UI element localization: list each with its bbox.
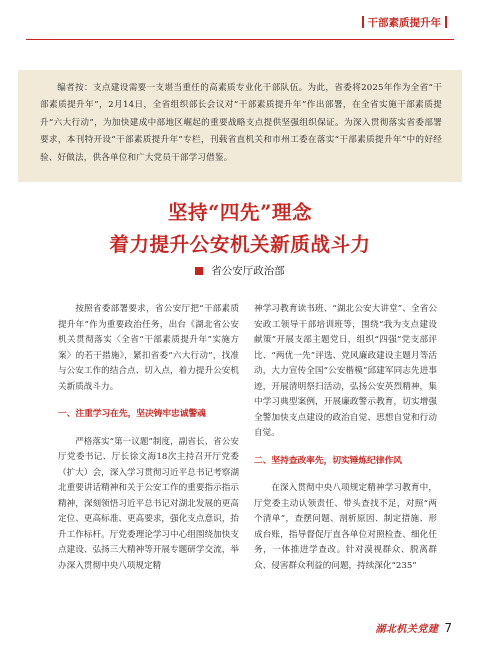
article-title-line2: 着力提升公安机关新质战斗力: [109, 233, 371, 256]
intro-paragraph: 按照省委部署要求，省公安厅把“干部素质提升年”作为重要政治任务，出台《湖北省公安机关贯彻落实〈全省“干部素质提升年”实施方案〉的若干措施》，紧扣省委“六大行动”，找准与公安工作的结合点、切入点，着力提升公安机关新质战斗力。: [58, 304, 239, 392]
editor-note-box: [18, 70, 462, 182]
header-rule: [26, 39, 454, 40]
body-column-right: [254, 302, 437, 574]
section-heading-1: 一、注重学习在先，坚决铸牢忠诚警魂: [58, 409, 206, 419]
byline: [0, 263, 480, 278]
section-tag: [362, 13, 448, 31]
magazine-logo: 湖北机关党建: [375, 624, 439, 635]
body-column-left: [58, 302, 239, 574]
section-heading-2: 二、坚持查改率先，切实锤炼纪律作风: [254, 455, 402, 466]
tag-bar-right: [445, 16, 447, 28]
page-footer: [375, 620, 452, 635]
square-bullet-icon: [195, 267, 203, 275]
section-2-paragraph: 在深入贯彻中央八项规定精神学习教育中，厅党委主动认领责任、带头查找不足，对照“两个清单”，查摆问题、剖析原因、制定措施、形成台账，指导督促厅直各单位对照检查、细化任务，一体推进学查改。针对漠视群众、脱离群众、侵害群众利益的问题，持续深化“235”: [254, 483, 437, 571]
article-title-line1: 坚持“四先”理念: [167, 201, 313, 224]
article-title: [0, 198, 480, 260]
page-number: 7: [444, 620, 452, 635]
section-1-paragraph-continued: 神学习教育读书班、“湖北公安大讲堂”、全省公安政工领导干部培训班等，围绕“我为支点建设献策”开展支部主题党日，组织“四强”党支部评比、“两优一先”评选、党风廉政建设主题月等活动，大力宣传全国“公安楷模”邱建军同志先进事迹，开展清明祭扫活动，弘扬公安英烈精神，集中学习典型案例，开展廉政警示教育，切实增强全警加快支点建设的政治自觉、思想自觉和行动自觉。: [254, 304, 437, 438]
section-1-paragraph: 严格落实“第一议题”制度，副省长、省公安厅党委书记、厅长徐文海18次主持召开厅党委（扩大）会，深入学习贯彻习近平总书记考察湖北重要讲话精神和关于公安工作的重要指示指示精神，深刻领悟习近平总书记对湖北发展的更高定位、更高标准、更高要求，强化支点意识，抬升工作标杆。厅党委理论学习中心组围绕加快支点建设、弘扬三大精神等开展专题研学交流，举办深入贯彻中央八项规定精: [58, 436, 239, 571]
section-tag-label: 干部素质提升年: [367, 16, 441, 29]
editor-note-text: 编者按：支点建设需要一支堪当重任的高素质专业化干部队伍。为此，省委将2025年作为全省“干部素质提升年”，2月14日，全省组织部长会议对“干部素质提升年”作出部署，在全省实施干部素质提升“六大行动”，为加快建成中部地区崛起的重要战略支点提供坚强组织保证。为深入贯彻落实省委部署要求，本刊特开设“干部素质提升年”专栏，刊载省直机关和市州工委在落实“干部素质提升年”中的好经验、好做法，供各单位和广大党员干部学习借鉴。: [40, 83, 442, 163]
byline-author: 省公安厅政治部: [211, 265, 285, 277]
page-header: [0, 0, 480, 42]
tag-bar-left: [362, 16, 364, 28]
